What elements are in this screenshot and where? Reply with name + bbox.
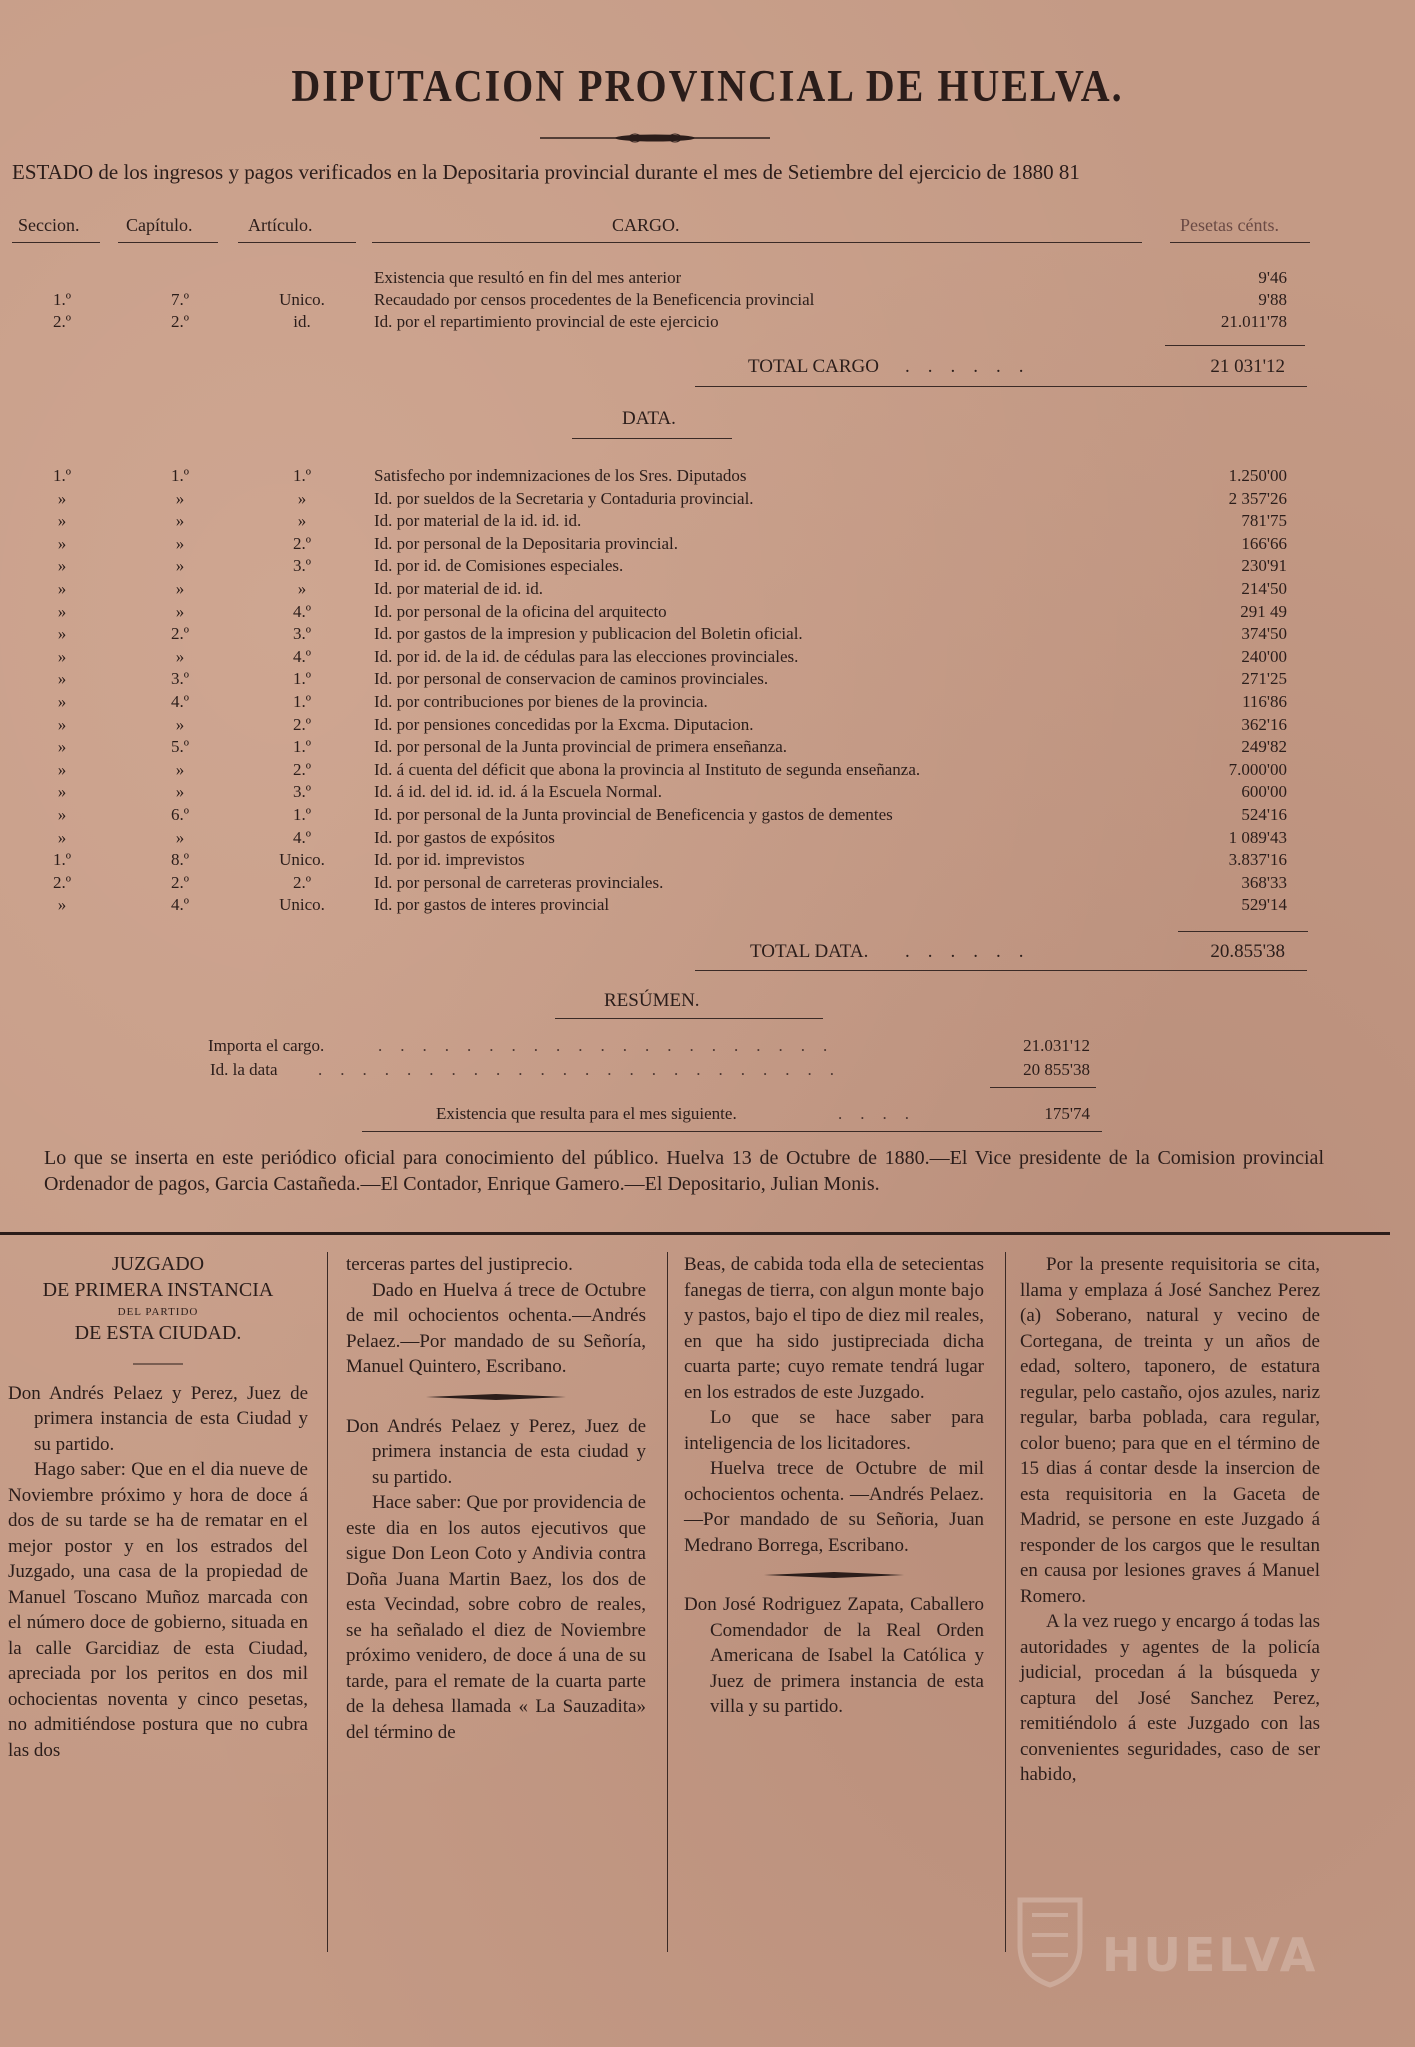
- capitulo-cell: 5.º: [170, 737, 190, 757]
- table-row: [0, 782, 1415, 804]
- capitulo-cell: »: [175, 827, 185, 847]
- header-cargo: CARGO.: [612, 215, 680, 235]
- capitulo-cell: 1.º: [170, 466, 190, 485]
- amount-cell: 166'66: [1241, 533, 1287, 553]
- table-row: [0, 624, 1415, 646]
- total-data-dots: ......: [905, 941, 1042, 962]
- table-row: [0, 534, 1415, 556]
- articulo-cell: 1.º: [292, 805, 312, 824]
- concepto-cell: Recaudado por censos procedentes de la Beneficencia provincial: [374, 290, 815, 309]
- table-row: [0, 602, 1415, 624]
- seccion-cell: »: [57, 533, 67, 553]
- edict-body: Beas, de cabida toda ella de setecientas fanegas de tierra, con algun monte bajo y pastos, bajo el tipo de diez mil reales, en que ha sido justipreciada dicha cuarta parte; cuyo remate tendrá lugar en los estrados de este Juzgado.: [684, 1254, 984, 1403]
- seccion-cell: 1.º: [52, 466, 72, 485]
- articulo-cell: »: [297, 511, 307, 531]
- seccion-cell: »: [57, 556, 67, 576]
- articulo-cell: 1.º: [292, 466, 312, 485]
- articulo-cell: 4.º: [292, 601, 312, 621]
- capitulo-cell: 7.º: [170, 290, 190, 309]
- articulo-cell: 1.º: [292, 737, 312, 757]
- capitulo-cell: »: [175, 511, 185, 531]
- amount-cell: 214'50: [1241, 579, 1287, 598]
- capitulo-cell: »: [175, 488, 185, 508]
- concepto-cell: Id. á id. del id. id. id. á la Escuela Normal.: [374, 782, 662, 802]
- total-cargo-rule: [695, 386, 1307, 387]
- articulo-cell: Unico.: [279, 850, 325, 870]
- amount-cell: 362'16: [1241, 714, 1287, 734]
- concepto-cell: Id. por el repartimiento provincial de este ejercicio: [374, 312, 719, 331]
- articulo-cell: 4.º: [292, 646, 312, 666]
- separator: [133, 1361, 183, 1367]
- resumen-data-label: Id. la data: [210, 1060, 278, 1079]
- capitulo-cell: »: [175, 556, 185, 576]
- column-3: [684, 1252, 984, 1720]
- articulo-cell: 4.º: [292, 827, 312, 847]
- articulo-cell: id.: [293, 312, 311, 331]
- table-row: [0, 647, 1415, 669]
- amount-cell: 9'46: [1258, 268, 1287, 287]
- edict-intro: Don Andrés Pelaez y Perez, Juez de primera instancia de esta Ciudad y su partido.: [8, 1382, 308, 1455]
- juzgado-heading: DEL PARTIDO: [117, 1306, 199, 1318]
- seccion-cell: »: [57, 827, 67, 847]
- amount-cell: 529'14: [1241, 895, 1287, 915]
- concepto-cell: Id. por sueldos de la Secretaria y Contaduria provincial.: [374, 488, 754, 508]
- resumen-dots: .....................: [378, 1036, 846, 1055]
- requisitoria-body: Por la presente requisitoria se cita, llama y emplaza á José Sanchez Perez (a) Soberano, natural y vecino de Cortegana, de treinta y un años de edad, soltero, taponero, de estatura regular, pelo castaño, ojos azules, nariz regular, barba poblada, cara regular, color bueno; para que en el término de 15 dias á contar desde la insercion de esta requisitoria en la Gaceta de Madrid, se persone en este Juzgado á responder de los cargos que le resultan en causa por lesiones graves á Manuel Romero.: [1020, 1254, 1320, 1607]
- header-underline: [12, 242, 100, 243]
- amount-cell: 21.011'78: [1220, 312, 1287, 331]
- table-row: [0, 805, 1415, 827]
- seccion-cell: 2.º: [52, 312, 72, 331]
- table-row: [0, 556, 1415, 578]
- amount-cell: 9'88: [1258, 290, 1287, 309]
- column-rule: [327, 1252, 328, 1952]
- concepto-cell: Id. por contribuciones por bienes de la provincia.: [374, 692, 708, 711]
- amount-cell: 600'00: [1241, 782, 1287, 802]
- capitulo-cell: 8.º: [170, 850, 190, 870]
- amount-cell: 1.250'00: [1228, 466, 1287, 485]
- resumen-existencia-label: Existencia que resulta para el mes siguiente.: [436, 1104, 737, 1123]
- edict-body: terceras partes del justiprecio.: [346, 1254, 573, 1275]
- publication-notice: Lo que se inserta en este periódico oficial para conocimiento del público. Huelva 13 de Octubre de 1880.—El Vice presidente de la Comision provincial Ordenador de pagos, Garcia Castañeda.—El Contador, Enrique Gamero.—El Depositario, Julian Monis.: [44, 1147, 1324, 1195]
- capitulo-cell: »: [175, 579, 185, 598]
- header-articulo: Artículo.: [248, 215, 313, 235]
- capitulo-cell: 3.º: [170, 669, 190, 689]
- table-row: [0, 268, 1415, 290]
- articulo-cell: »: [297, 579, 307, 598]
- articulo-cell: 3.º: [292, 556, 312, 576]
- resumen-data-amount: 20 855'38: [1023, 1060, 1090, 1079]
- edict-intro: Don José Rodriguez Zapata, Caballero Comendador de la Real Orden Americana de Isabel la Católica y Juez de primera instancia de esta villa y su partido.: [684, 1594, 984, 1717]
- requisitoria-body: A la vez ruego y encargo á todas las autoridades y agentes de la policía judicial, procedan á la búsqueda y captura del José Sanchez Perez, remitiéndolo á este Juzgado con las convenientes seguridades, caso de ser habido,: [1020, 1611, 1320, 1785]
- amount-cell: 291 49: [1240, 601, 1287, 621]
- table-row: [0, 290, 1415, 312]
- juzgado-heading: DE ESTA CIUDAD.: [74, 1322, 242, 1344]
- articulo-cell: 3.º: [292, 782, 312, 802]
- header-underline: [1170, 242, 1310, 243]
- column-rule: [667, 1252, 668, 1952]
- concepto-cell: Id. por gastos de interes provincial: [374, 895, 610, 915]
- table-row: [0, 669, 1415, 691]
- articulo-cell: 3.º: [292, 624, 312, 644]
- total-data-amount: 20.855'38: [1210, 941, 1285, 962]
- seccion-cell: »: [57, 624, 67, 644]
- separator: [764, 1572, 904, 1578]
- amount-cell: 368'33: [1241, 872, 1287, 892]
- total-cargo-dots: ......: [905, 356, 1042, 377]
- header-underline: [238, 242, 356, 243]
- edict-signature: Huelva trece de Octubre de mil ochocientos ochenta. —Andrés Pelaez.—Por mandado de su Señoria, Juan Medrano Borrega, Escribano.: [684, 1458, 984, 1556]
- table-row: [0, 873, 1415, 895]
- sum-rule: [1178, 931, 1308, 932]
- concepto-cell: Id. por personal de la Junta provincial de Beneficencia y gastos de dementes: [374, 805, 893, 824]
- table-row: [0, 489, 1415, 511]
- table-row: [0, 692, 1415, 714]
- total-cargo-amount: 21 031'12: [1210, 356, 1285, 377]
- seccion-cell: »: [57, 692, 67, 711]
- table-row: [0, 828, 1415, 850]
- resumen-title-rule: [555, 1018, 823, 1019]
- amount-cell: 249'82: [1241, 737, 1287, 757]
- resumen-cargo-label: Importa el cargo.: [208, 1036, 325, 1055]
- total-data-rule: [695, 970, 1307, 971]
- seccion-cell: »: [57, 601, 67, 621]
- page-title: DIPUTACION PROVINCIAL DE HUELVA.: [291, 59, 1124, 112]
- amount-cell: 3.837'16: [1228, 850, 1287, 870]
- articulo-cell: 2.º: [292, 714, 312, 734]
- concepto-cell: Existencia que resultó en fin del mes anterior: [374, 268, 682, 287]
- separator: [426, 1394, 566, 1400]
- juzgado-heading: JUZGADO: [111, 1253, 205, 1275]
- capitulo-cell: 4.º: [170, 895, 190, 915]
- edict-body: Hace saber: Que por providencia de este dia en los autos ejecutivos que sigue Don Leon Coto y Andivia contra Doña Juana Martin Baez, los dos de esta Vecindad, sobre cobro de reales, se ha señalado el diez de Noviembre próximo venidero, de doce á una de su tarde, para el remate de la cuarta parte de la dehesa llamada « La Sauzadita» del término de: [346, 1492, 646, 1743]
- table-row: [0, 511, 1415, 533]
- total-cargo-label: TOTAL CARGO: [748, 356, 879, 377]
- sum-rule: [990, 1087, 1096, 1088]
- seccion-cell: »: [57, 579, 67, 598]
- table-row: [0, 895, 1415, 917]
- concepto-cell: Id. á cuenta del déficit que abona la provincia al Instituto de segunda enseñanza.: [374, 759, 921, 779]
- edict-body: Hago saber: Que en el dia nueve de Noviembre próximo y hora de doce á dos de su tarde se ha de rematar en el mejor postor y en los estrados del Juzgado, una casa de la propiedad de Manuel Toscano Muñoz marcada con el número doce de gobierno, situada en la calle Garcidiaz de esta Ciudad, apreciada por los peritos en dos mil ochocientas noventa y cinco pesetas, no admitiéndose postura que no cubra las dos: [8, 1459, 308, 1761]
- capitulo-cell: 2.º: [170, 312, 190, 331]
- header-capitulo: Capítulo.: [126, 215, 193, 235]
- amount-cell: 7.000'00: [1228, 759, 1287, 779]
- resumen-cargo-amount: 21.031'12: [1023, 1036, 1090, 1055]
- table-row: [0, 312, 1415, 334]
- table-row: [0, 760, 1415, 782]
- concepto-cell: Id. por gastos de la impresion y publicacion del Boletin oficial.: [374, 624, 803, 644]
- header-pesetas: Pesetas cénts.: [1180, 215, 1279, 235]
- header-underline: [118, 242, 218, 243]
- header-seccion: Seccion.: [18, 215, 80, 235]
- seccion-cell: »: [57, 646, 67, 666]
- capitulo-cell: »: [175, 714, 185, 734]
- concepto-cell: Id. por id. de la id. de cédulas para las elecciones provinciales.: [374, 646, 799, 666]
- column-1: [8, 1252, 308, 1763]
- resumen-dots: ....: [838, 1104, 927, 1123]
- articulo-cell: »: [297, 488, 307, 508]
- articulo-cell: 2.º: [292, 533, 312, 553]
- articulo-cell: 2.º: [292, 872, 312, 892]
- capitulo-cell: 4.º: [170, 692, 190, 711]
- amount-cell: 2 357'26: [1228, 488, 1287, 508]
- articulo-cell: Unico.: [279, 290, 325, 309]
- articulo-cell: 1.º: [292, 692, 312, 711]
- seccion-cell: »: [57, 714, 67, 734]
- header-underline: [372, 242, 1142, 243]
- seccion-cell: »: [57, 511, 67, 531]
- estado-heading: ESTADO de los ingresos y pagos verificados en la Depositaria provincial durante el mes de Setiembre del ejercicio de 1880 81: [12, 160, 1080, 184]
- concepto-cell: Id. por personal de la Junta provincial de primera enseñanza.: [374, 737, 788, 757]
- amount-cell: 374'50: [1241, 624, 1287, 644]
- column-2: [346, 1252, 646, 1745]
- resumen-dots: ........................: [318, 1060, 852, 1079]
- data-title-rule: [572, 438, 732, 439]
- resumen-rule: [362, 1131, 1102, 1132]
- table-row: [0, 466, 1415, 488]
- amount-cell: 116'86: [1242, 692, 1287, 711]
- concepto-cell: Id. por personal de la Depositaria provincial.: [374, 533, 679, 553]
- table-row: [0, 737, 1415, 759]
- seccion-cell: »: [57, 488, 67, 508]
- amount-cell: 230'91: [1241, 556, 1287, 576]
- amount-cell: 271'25: [1241, 669, 1287, 689]
- capitulo-cell: »: [175, 601, 185, 621]
- edict-body: Lo que se hace saber para inteligencia de los licitadores.: [684, 1407, 984, 1454]
- column-rule: [1005, 1252, 1006, 1952]
- table-row: [0, 715, 1415, 737]
- articulo-cell: Unico.: [279, 895, 325, 915]
- seccion-cell: »: [57, 782, 67, 802]
- capitulo-cell: 6.º: [170, 805, 190, 824]
- concepto-cell: Id. por id. imprevistos: [374, 850, 525, 870]
- section-divider: [0, 1232, 1390, 1235]
- amount-cell: 1 089'43: [1228, 827, 1287, 847]
- resumen-title: RESÚMEN.: [604, 990, 700, 1011]
- archive-watermark: [1010, 1880, 1340, 2000]
- concepto-cell: Id. por personal de carreteras provinciales.: [374, 872, 664, 892]
- concepto-cell: Id. por personal de conservacion de caminos provinciales.: [374, 669, 769, 689]
- capitulo-cell: »: [175, 759, 185, 779]
- seccion-cell: 1.º: [52, 290, 72, 309]
- capitulo-cell: 2.º: [170, 872, 190, 892]
- column-4: [1020, 1252, 1320, 1788]
- seccion-cell: 1.º: [52, 850, 72, 870]
- edict-intro: Don Andrés Pelaez y Perez, Juez de primera instancia de esta ciudad y su partido.: [346, 1415, 646, 1488]
- capitulo-cell: 2.º: [170, 624, 190, 644]
- watermark-text: HUELVA: [1102, 1928, 1319, 1982]
- seccion-cell: »: [57, 759, 67, 779]
- title-flourish: [540, 128, 770, 148]
- table-row: [0, 850, 1415, 872]
- concepto-cell: Satisfecho por indemnizaciones de los Sres. Diputados: [374, 466, 747, 485]
- capitulo-cell: »: [175, 533, 185, 553]
- amount-cell: 524'16: [1241, 805, 1287, 824]
- seccion-cell: »: [57, 895, 67, 915]
- total-data-label: TOTAL DATA.: [750, 941, 869, 962]
- concepto-cell: Id. por material de la id. id. id.: [374, 511, 582, 531]
- concepto-cell: Id. por material de id. id.: [374, 579, 544, 598]
- concepto-cell: Id. por pensiones concedidas por la Excma. Diputacion.: [374, 714, 754, 734]
- table-row: [0, 579, 1415, 601]
- sum-rule: [1165, 345, 1305, 346]
- seccion-cell: »: [57, 669, 67, 689]
- data-title: DATA.: [622, 408, 676, 429]
- amount-cell: 781'75: [1241, 511, 1287, 531]
- concepto-cell: Id. por id. de Comisiones especiales.: [374, 556, 624, 576]
- seccion-cell: »: [57, 737, 67, 757]
- resumen-existencia-amount: 175'74: [1044, 1104, 1090, 1123]
- concepto-cell: Id. por personal de la oficina del arquitecto: [374, 601, 667, 621]
- seccion-cell: 2.º: [52, 872, 72, 892]
- shield-icon: [1010, 1890, 1090, 1990]
- concepto-cell: Id. por gastos de expósitos: [374, 827, 555, 847]
- articulo-cell: 2.º: [292, 759, 312, 779]
- edict-signature: Dado en Huelva á trece de Octubre de mil ochocientos ochenta.—Andrés Pelaez.—Por mandado de su Señoría, Manuel Quintero, Escribano.: [346, 1279, 646, 1377]
- amount-cell: 240'00: [1241, 646, 1287, 666]
- seccion-cell: »: [57, 805, 67, 824]
- capitulo-cell: »: [175, 646, 185, 666]
- articulo-cell: 1.º: [292, 669, 312, 689]
- juzgado-heading: DE PRIMERA INSTANCIA: [42, 1278, 274, 1301]
- capitulo-cell: »: [175, 782, 185, 802]
